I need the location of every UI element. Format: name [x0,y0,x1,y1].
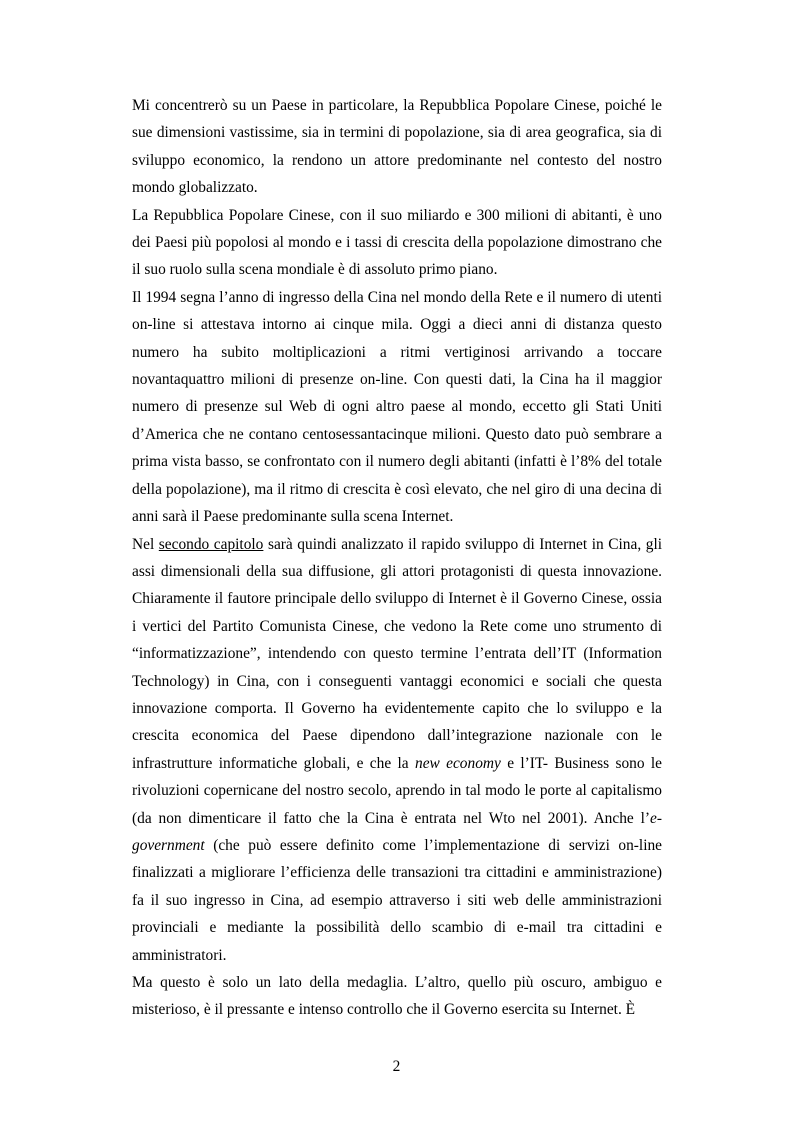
paragraph-4-part-c: e l’IT- Business sono le rivoluzioni copernicane del nostro secolo, aprendo in tal modo le porte al capitalismo (da non dimenticare il fatto che la Cina è entrata nel Wto nel 2001). Anche l’ [132,754,662,827]
paragraph-1: Mi concentrerò su un Paese in particolare, la Repubblica Popolare Cinese, poiché le sue dimensioni vastissime, sia in termini di popolazione, sia di area geografica, sia di sviluppo economico, la rendono un attore predominante nel contesto del nostro mondo globalizzato. [132,97,662,197]
paragraph-4 [132,531,662,970]
new-economy-italic: new economy [415,754,501,772]
page-number: 2 [392,1058,401,1075]
paragraph-4-part-b: sarà quindi analizzato il rapido sviluppo di Internet in Cina, gli assi dimensionali della sua diffusione, gli attori protagonisti di questa innovazione. Chiaramente il fautore principale dello sviluppo di Internet è il Governo Cinese, ossia i vertici del Partito Comunista Cinese, che vedono la Rete come uno strumento di “informatizzazione”, intendendo con questo termine l’entrata dell’IT (Information Technology) in Cina, con i conseguenti vantaggi economici e sociali che questa innovazione comporta. Il Governo ha evidentemente capito che lo sviluppo e la crescita economica del Paese dipendono dall’integrazione nazionale con le infrastrutture informatiche globali, e che la [132,535,662,772]
body-text [132,92,662,1024]
paragraph-4-part-a: Nel [132,535,159,553]
paragraph-3: Il 1994 segna l’anno di ingresso della Cina nel mondo della Rete e il numero di utenti on-line si attestava intorno ai cinque mila. Oggi a dieci anni di distanza questo numero ha subito moltiplicazioni a ritmi vertiginosi arrivando a toccare novantaquattro milioni di presenze on-line. Con questi dati, la Cina ha il maggior numero di presenze sul Web di ogni altro paese al mondo, eccetto gli Stati Uniti d’America che ne contano centosessantacinque milioni. Questo dato può sembrare a prima vista basso, se confrontato con il numero degli abitanti (infatti è l’8% del totale della popolazione), ma il ritmo di crescita è così elevato, che nel giro di una decina di anni sarà il Paese predominante sulla scena Internet. [132,288,662,526]
paragraph-2: La Repubblica Popolare Cinese, con il suo miliardo e 300 milioni di abitanti, è uno dei Paesi più popolosi al mondo e i tassi di crescita della popolazione dimostrano che il suo ruolo sulla scena mondiale è di assoluto primo piano. [132,206,662,279]
paragraph-5: Ma questo è solo un lato della medaglia. L’altro, quello più oscuro, ambiguo e misterioso, è il pressante e intenso controllo che il Governo esercita su Internet. È [132,974,662,1019]
paragraph-4-part-d: (che può essere definito come l’implementazione di servizi on-line finalizzati a migliorare l’efficienza delle transazioni tra cittadini e amministrazione) fa il suo ingresso in Cina, ad esempio attraverso i siti web delle amministrazioni provinciali e mediante la possibilità dello scambio di e-mail tra cittadini e amministratori. [132,836,662,964]
second-chapter-reference: secondo capitolo [158,535,264,553]
e-government-italic: e-government [132,809,662,854]
